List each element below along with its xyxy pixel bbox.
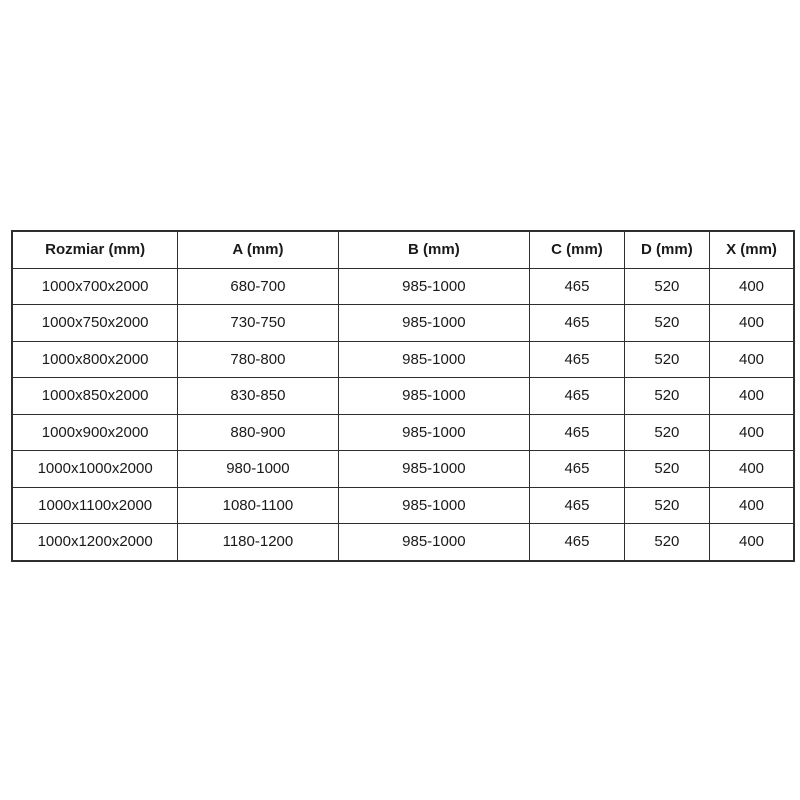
cell-d: 520 bbox=[624, 268, 709, 305]
size-spec-table-container bbox=[11, 230, 795, 562]
cell-rozmiar: 1000x900x2000 bbox=[12, 414, 178, 451]
table-row bbox=[12, 341, 794, 378]
cell-rozmiar: 1000x850x2000 bbox=[12, 378, 178, 415]
cell-x: 400 bbox=[710, 524, 795, 561]
cell-rozmiar: 1000x700x2000 bbox=[12, 268, 178, 305]
table-row bbox=[12, 414, 794, 451]
cell-c: 465 bbox=[530, 487, 625, 524]
column-header-b: B (mm) bbox=[338, 231, 530, 268]
cell-c: 465 bbox=[530, 341, 625, 378]
table-row bbox=[12, 268, 794, 305]
column-header-c: C (mm) bbox=[530, 231, 625, 268]
table-row bbox=[12, 487, 794, 524]
cell-d: 520 bbox=[624, 451, 709, 488]
table-row bbox=[12, 524, 794, 561]
table-header bbox=[12, 231, 794, 268]
cell-x: 400 bbox=[710, 414, 795, 451]
cell-a: 1080-1100 bbox=[178, 487, 338, 524]
cell-c: 465 bbox=[530, 378, 625, 415]
cell-c: 465 bbox=[530, 414, 625, 451]
table-row bbox=[12, 305, 794, 342]
cell-rozmiar: 1000x1100x2000 bbox=[12, 487, 178, 524]
cell-c: 465 bbox=[530, 305, 625, 342]
cell-rozmiar: 1000x1000x2000 bbox=[12, 451, 178, 488]
cell-d: 520 bbox=[624, 524, 709, 561]
cell-b: 985-1000 bbox=[338, 414, 530, 451]
cell-c: 465 bbox=[530, 268, 625, 305]
cell-d: 520 bbox=[624, 414, 709, 451]
header-row bbox=[12, 231, 794, 268]
cell-rozmiar: 1000x800x2000 bbox=[12, 341, 178, 378]
cell-b: 985-1000 bbox=[338, 487, 530, 524]
column-header-a: A (mm) bbox=[178, 231, 338, 268]
cell-c: 465 bbox=[530, 451, 625, 488]
cell-b: 985-1000 bbox=[338, 524, 530, 561]
column-header-d: D (mm) bbox=[624, 231, 709, 268]
column-header-x: X (mm) bbox=[710, 231, 795, 268]
cell-d: 520 bbox=[624, 378, 709, 415]
cell-x: 400 bbox=[710, 268, 795, 305]
cell-a: 780-800 bbox=[178, 341, 338, 378]
cell-d: 520 bbox=[624, 305, 709, 342]
cell-rozmiar: 1000x750x2000 bbox=[12, 305, 178, 342]
cell-a: 680-700 bbox=[178, 268, 338, 305]
table-body bbox=[12, 268, 794, 561]
table-row bbox=[12, 451, 794, 488]
cell-b: 985-1000 bbox=[338, 268, 530, 305]
cell-x: 400 bbox=[710, 451, 795, 488]
cell-c: 465 bbox=[530, 524, 625, 561]
cell-a: 830-850 bbox=[178, 378, 338, 415]
cell-d: 520 bbox=[624, 341, 709, 378]
size-spec-table bbox=[11, 230, 795, 562]
cell-b: 985-1000 bbox=[338, 305, 530, 342]
cell-b: 985-1000 bbox=[338, 378, 530, 415]
cell-d: 520 bbox=[624, 487, 709, 524]
cell-x: 400 bbox=[710, 305, 795, 342]
cell-x: 400 bbox=[710, 378, 795, 415]
cell-b: 985-1000 bbox=[338, 341, 530, 378]
cell-a: 1180-1200 bbox=[178, 524, 338, 561]
cell-a: 880-900 bbox=[178, 414, 338, 451]
column-header-rozmiar: Rozmiar (mm) bbox=[12, 231, 178, 268]
table-row bbox=[12, 378, 794, 415]
cell-x: 400 bbox=[710, 487, 795, 524]
cell-rozmiar: 1000x1200x2000 bbox=[12, 524, 178, 561]
cell-a: 730-750 bbox=[178, 305, 338, 342]
cell-b: 985-1000 bbox=[338, 451, 530, 488]
cell-x: 400 bbox=[710, 341, 795, 378]
cell-a: 980-1000 bbox=[178, 451, 338, 488]
